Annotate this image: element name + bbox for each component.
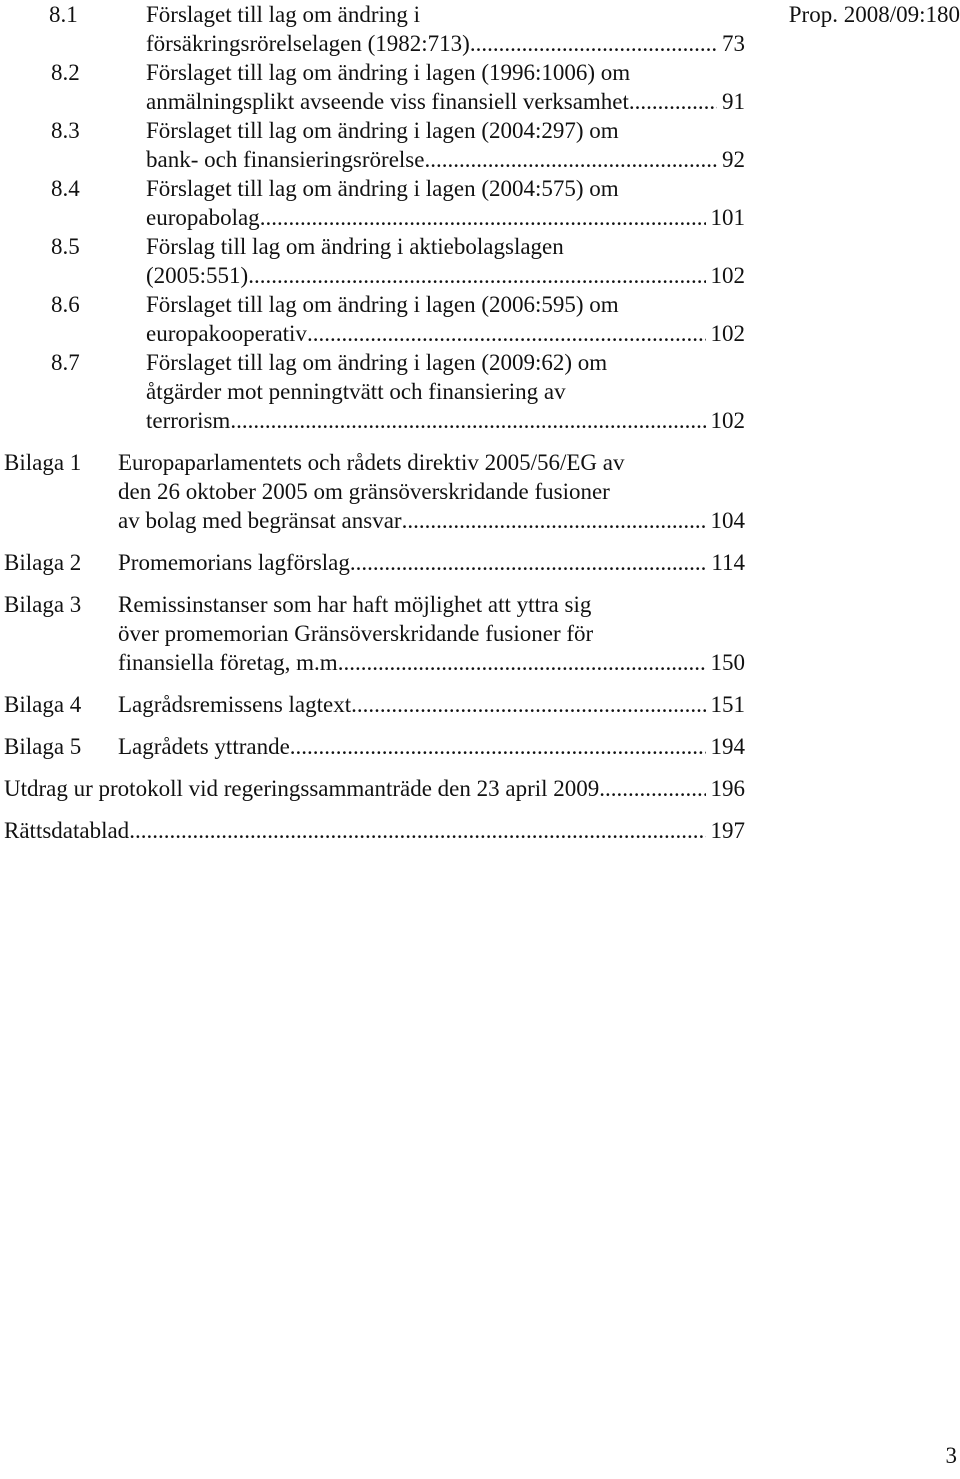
toc-entry-number: 8.1 <box>49 2 78 27</box>
toc-entry-bilaga-3[interactable] <box>0 590 745 677</box>
toc-page-number: 102 <box>710 263 745 288</box>
toc-entry-title-line: Förslaget till lag om ändring i lagen (2009:62) om <box>146 350 608 375</box>
appendix-label: Bilaga 1 <box>4 450 82 475</box>
toc-entry-title-line: av bolag med begränsat ansvar <box>118 508 402 533</box>
dot-leader <box>351 690 705 719</box>
toc-entry-title-line: Promemorians lagförslag <box>118 550 350 575</box>
toc-entry-8-6[interactable] <box>0 290 745 348</box>
dot-leader <box>343 648 705 677</box>
dot-leader <box>350 548 706 577</box>
toc-entry-8-7[interactable] <box>0 348 745 435</box>
toc-entry-title-line: Förslaget till lag om ändring i <box>146 2 421 27</box>
proposition-reference: Prop. 2008/09:180 <box>788 2 960 27</box>
toc-page-number: 196 <box>710 776 745 801</box>
toc-entry-bilaga-2[interactable] <box>0 548 745 577</box>
toc-entry-title-line: bank- och finansieringsrörelse <box>146 147 425 172</box>
toc-entry-title-line: terrorism <box>146 408 231 433</box>
toc-entry-title-line: Förslaget till lag om ändring i lagen (1996:1006) om <box>146 60 631 85</box>
toc-entry-title-line: Remissinstanser som har haft möjlighet att yttra sig <box>118 592 592 617</box>
appendix-label: Bilaga 3 <box>4 592 82 617</box>
toc-page-number: 102 <box>710 408 745 433</box>
toc-entry-title-line: Lagrådsremissens lagtext <box>118 692 352 717</box>
toc-page-number: 91 <box>722 89 745 114</box>
toc-entry-number: 8.7 <box>51 350 80 375</box>
toc-page-number: 151 <box>710 692 745 717</box>
dot-leader <box>424 145 717 174</box>
toc-entry-8-5[interactable] <box>0 232 745 290</box>
dot-leader <box>402 506 706 535</box>
dot-leader <box>248 261 705 290</box>
dot-leader <box>230 406 705 435</box>
toc-entry-8-1[interactable] <box>0 0 745 58</box>
toc-entry-title-line: finansiella företag, m.m. <box>118 650 344 675</box>
toc-entry-number: 8.4 <box>51 176 80 201</box>
dot-leader <box>629 87 717 116</box>
toc-entry-number: 8.6 <box>51 292 80 317</box>
toc-page-number: 104 <box>710 508 745 533</box>
toc-entry-bilaga-4[interactable] <box>0 690 745 719</box>
toc-entry-protokoll[interactable] <box>0 774 745 803</box>
toc-entry-title-line: åtgärder mot penningtvätt och finansiering av <box>146 379 566 404</box>
dot-leader <box>470 29 717 58</box>
toc-entry-number: 8.5 <box>51 234 80 259</box>
appendix-label: Bilaga 5 <box>4 734 82 759</box>
toc-entry-title-line: Rättsdatablad <box>4 818 130 843</box>
toc-entry-title-line: Förslaget till lag om ändring i lagen (2006:595) om <box>146 292 619 317</box>
page-number: 3 <box>945 1443 957 1468</box>
toc-page-number: 197 <box>710 818 745 843</box>
toc-entry-8-3[interactable] <box>0 116 745 174</box>
toc-page-number: 150 <box>710 650 745 675</box>
toc-page-number: 73 <box>722 31 745 56</box>
dot-leader <box>260 203 706 232</box>
dot-leader <box>307 319 706 348</box>
toc-page-number: 92 <box>722 147 745 172</box>
toc-page-number: 102 <box>710 321 745 346</box>
dot-leader <box>290 732 706 761</box>
toc-entry-title-line: Lagrådets yttrande <box>118 734 290 759</box>
toc-page-number: 194 <box>710 734 745 759</box>
toc-entry-title-line: Europaparlamentets och rådets direktiv 2005/56/EG av <box>118 450 625 475</box>
appendix-label: Bilaga 4 <box>4 692 82 717</box>
toc-entry-title-line: (2005:551) <box>146 263 249 288</box>
toc-entry-title-line: anmälningsplikt avseende viss finansiell verksamhet <box>146 89 629 114</box>
toc-entry-rattsdatablad[interactable] <box>0 816 745 845</box>
toc-entry-number: 8.3 <box>51 118 80 143</box>
toc-entry-title-line: Förslaget till lag om ändring i lagen (2004:297) om <box>146 118 619 143</box>
toc-entry-title-line: försäkringsrörelselagen (1982:713) <box>146 31 470 56</box>
dot-leader <box>129 816 705 845</box>
toc-entry-title-line: europakooperativ <box>146 321 307 346</box>
toc-entry-title-line: Utdrag ur protokoll vid regeringssammanträde den 23 april 2009 <box>4 776 600 801</box>
toc-entry-title-line: över promemorian Gränsöverskridande fusioner för <box>118 621 594 646</box>
dot-leader <box>599 774 705 803</box>
table-of-contents <box>0 0 745 845</box>
appendix-label: Bilaga 2 <box>4 550 82 575</box>
toc-page-number: 114 <box>711 550 745 575</box>
toc-entry-title-line: den 26 oktober 2005 om gränsöverskridande fusioner <box>118 479 610 504</box>
toc-entry-bilaga-5[interactable] <box>0 732 745 761</box>
toc-entry-bilaga-1[interactable] <box>0 448 745 535</box>
toc-entry-number: 8.2 <box>51 60 80 85</box>
toc-entry-title-line: europabolag <box>146 205 260 230</box>
toc-entry-title-line: Förslag till lag om ändring i aktiebolagslagen <box>146 234 564 259</box>
toc-page-number: 101 <box>710 205 745 230</box>
toc-entry-8-4[interactable] <box>0 174 745 232</box>
toc-entry-8-2[interactable] <box>0 58 745 116</box>
toc-entry-title-line: Förslaget till lag om ändring i lagen (2004:575) om <box>146 176 619 201</box>
